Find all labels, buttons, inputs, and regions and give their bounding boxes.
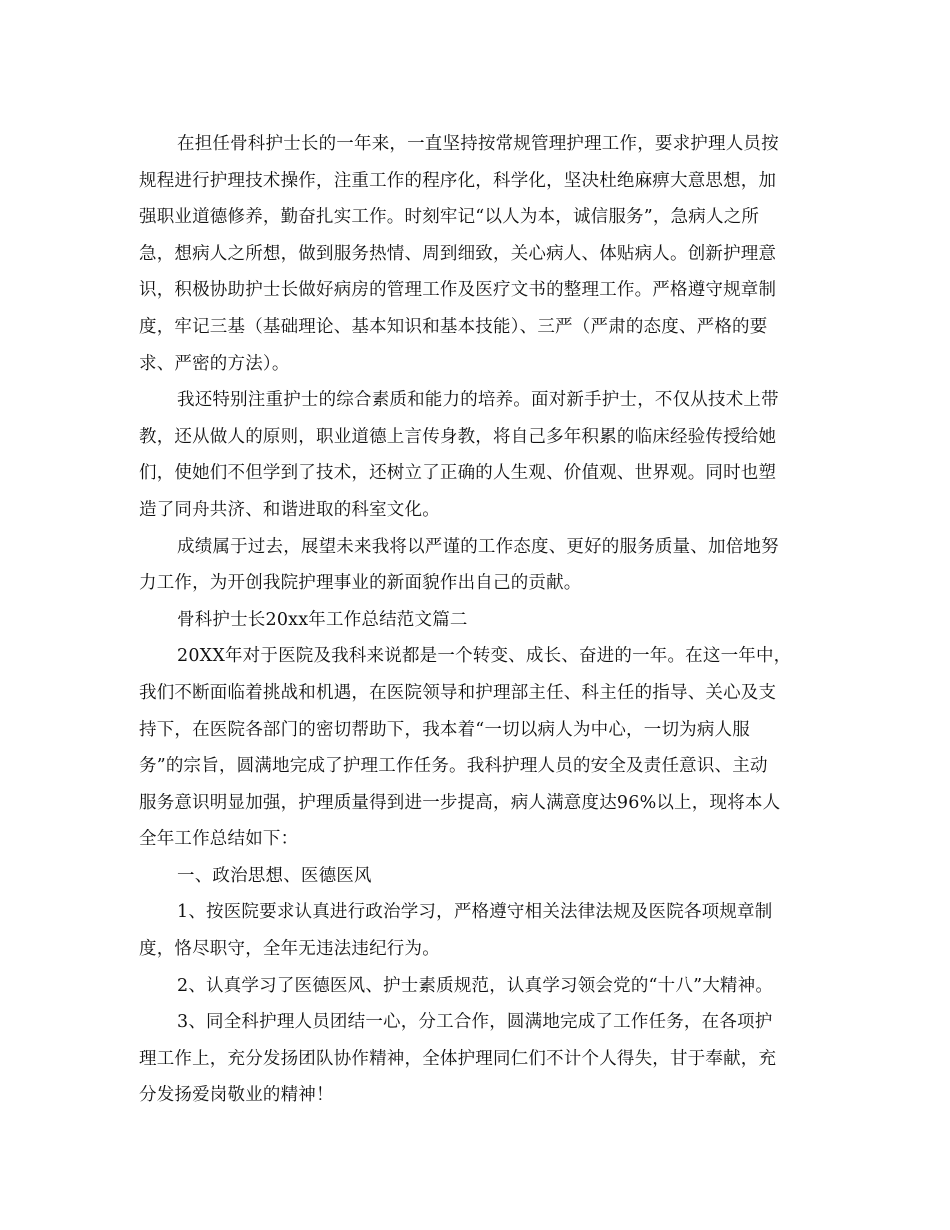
paragraph-year-summary bbox=[139, 638, 815, 858]
text-line: 3、同全科护理人员团结一心，分工合作，圆满地完成了工作任务，在各项护 bbox=[177, 1012, 773, 1033]
text-line: 成绩属于过去，展望未来我将以严谨的工作态度、更好的服务质量、加倍地努 bbox=[177, 536, 779, 557]
heading-political-ethics bbox=[139, 858, 815, 895]
text-line: 力工作，为开创我院护理事业的新面貌作出自己的贡献。 bbox=[139, 573, 582, 594]
text-line: 造了同舟共济、和谐进取的科室文化。 bbox=[139, 499, 440, 520]
text-line: 在担任骨科护士长的一年来，一直坚持按常规管理护理工作，要求护理人员按 bbox=[177, 134, 779, 154]
text-line: 教，还从做人的原则，职业道德上言传身教，将自己多年积累的临床经验传授给她 bbox=[139, 426, 777, 447]
text-line: 我们不断面临着挑战和机遇，在医院领导和护理部主任、科主任的指导、关心及支 bbox=[139, 682, 777, 703]
text-line: 我还特别注重护士的综合素质和能力的培养。面对新手护士，不仅从技术上带 bbox=[177, 390, 779, 411]
list-item-2 bbox=[139, 968, 815, 1005]
text-line: 20XX年对于医院及我科来说都是一个转变、成长、奋进的一年。在这一年中， bbox=[177, 646, 792, 667]
text-line: 度，恪尽职守，全年无违法违纪行为。 bbox=[139, 939, 440, 960]
paragraph-head-nurse-duties bbox=[139, 126, 815, 382]
text-line: 2、认真学习了医德医风、护士素质规范，认真学习领会党的“十八”大精神。 bbox=[177, 975, 774, 996]
text-line: 骨科护士长20xx年工作总结范文篇二 bbox=[177, 609, 468, 630]
text-line: 务”的宗旨，圆满地完成了护理工作任务。我科护理人员的安全及责任意识、主动 bbox=[139, 756, 768, 777]
text-line: 们，使她们不但学到了技术，还树立了正确的人生观、价值观、世界观。同时也塑 bbox=[139, 463, 777, 484]
text-line: 度，牢记三基（基础理论、基本知识和基本技能）、三严（严肃的态度、严格的要 bbox=[139, 316, 768, 337]
text-line: 强职业道德修养，勤奋扎实工作。时刻牢记“以人为本，诚信服务”，急病人之所 bbox=[139, 207, 760, 228]
document-body bbox=[139, 126, 815, 1114]
text-line: 1、按医院要求认真进行政治学习，严格遵守相关法律法规及医院各项规章制 bbox=[177, 902, 773, 923]
text-line: 分发扬爱岗敬业的精神！ bbox=[139, 1085, 334, 1106]
text-line: 服务意识明显加强，护理质量得到进一步提高，病人满意度达96%以上，现将本人 bbox=[139, 792, 781, 813]
text-line: 急，想病人之所想，做到服务热情、周到细致，关心病人、体贴病人。创新护理意 bbox=[139, 243, 777, 264]
list-item-3 bbox=[139, 1004, 815, 1114]
paragraph-nurse-training bbox=[139, 382, 815, 528]
list-item-1 bbox=[139, 894, 815, 967]
text-line: 全年工作总结如下： bbox=[139, 829, 299, 850]
text-line: 规程进行护理技术操作，注重工作的程序化，科学化，坚决杜绝麻痹大意思想，加 bbox=[139, 170, 777, 191]
text-line: 识，积极协助护士长做好病房的管理工作及医疗文书的整理工作。严格遵守规章制 bbox=[139, 280, 777, 301]
section-title-part-two bbox=[139, 602, 815, 639]
text-line: 求、严密的方法）。 bbox=[139, 353, 290, 374]
paragraph-outlook bbox=[139, 529, 815, 602]
text-line: 理工作上，充分发扬团队协作精神，全体护理同仁们不计个人得失，甘于奉献，充 bbox=[139, 1048, 777, 1069]
text-line: 一、政治思想、医德医风 bbox=[177, 865, 372, 886]
text-line: 持下，在医院各部门的密切帮助下，我本着“一切以病人为中心，一切为病人服 bbox=[139, 719, 750, 740]
